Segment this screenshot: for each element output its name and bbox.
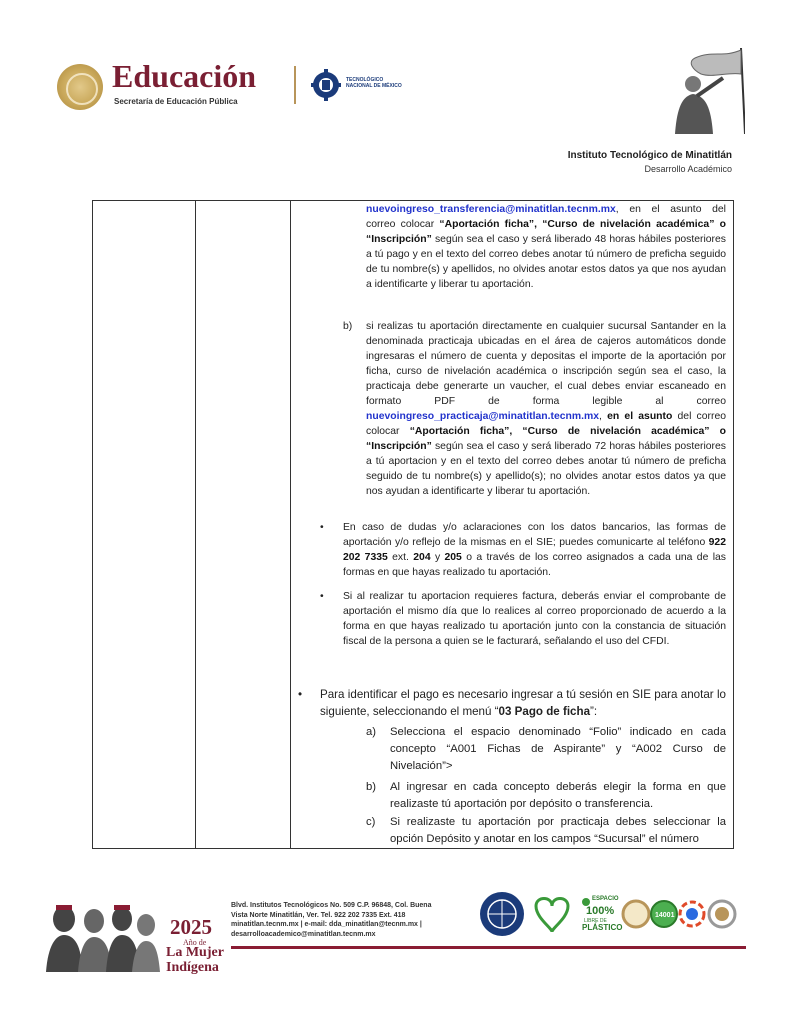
svg-text:100%: 100% <box>586 905 615 917</box>
table-column-divider <box>195 200 196 849</box>
table-column-divider <box>290 200 291 849</box>
svg-text:14001: 14001 <box>655 912 675 919</box>
item-b-marker: b) <box>343 321 353 332</box>
certification-logos <box>474 888 744 940</box>
sub-a-paragraph: Selecciona el espacio denominado “Folio” indicado en cada concepto “A001 Fichas de Aspirante” y “A002 Curso de Nivelación”> <box>390 726 726 772</box>
transfer-email-link[interactable]: nuevoingreso_transferencia@minatitlan.tecnm.mx <box>366 204 616 215</box>
address-line: desarrolloacademico@minatitlan.tecnm.mx <box>231 930 376 938</box>
brand-title: Educación <box>112 58 257 94</box>
tecnm-name-line2: NACIONAL DE MÉXICO <box>346 83 402 89</box>
item-b-paragraph: si realizas tu aportación directamente en cualquier sucursal Santander en la denominada practicaja ubicadas en el área de cajeros automáticos donde ingresaras el número de cuenta y depositas el importe de la aportación por ficha, curso de nivelación académica o inscripción según sea el caso, la practicaja debe generarte un vaucher, el cual debes enviar escaneado en formato PDF de forma legible al correo nuevoingreso_practicaja@minatitlan.tecnm.mx, en el asunto del correo colocar “Aportación ficha”, “Curso de nivelación académica” o “Inscripción” según sea el caso y será liberado 72 horas hábiles posteriores a tú aportacion y en el texto del correo debes anotar tú número de preficha seguido de tu nombre(s) y apellido(s); no olvides anotar estos datos ya que nos ayudan a identificarte y liberar tu aportación. <box>366 321 727 497</box>
tecnm-logo-icon <box>311 68 341 102</box>
gold-seal-icon <box>623 901 649 927</box>
iso-globe-icon <box>480 892 524 936</box>
year-label: 2025 <box>170 915 212 939</box>
svg-text:LIBRE DE: LIBRE DE <box>584 918 607 924</box>
bullet-1-glyph: • <box>320 522 324 533</box>
footer-address <box>231 901 469 939</box>
year-caption: Año de <box>183 938 207 947</box>
bullet-2-glyph: • <box>320 591 324 602</box>
department-name: Desarrollo Académico <box>644 164 732 174</box>
government-seal-logo <box>57 64 103 110</box>
flag-bearer-illustration-icon <box>653 44 745 134</box>
bullet-3-glyph: • <box>298 688 303 701</box>
plastic-free-badge-icon <box>582 896 622 932</box>
sub-c-marker: c) <box>366 816 376 828</box>
motto-line-2: Indígena <box>166 960 219 975</box>
item-a-paragraph: nuevoingreso_transferencia@minatitlan.tecnm.mx, en el asunto del correo colocar “Aportación ficha”, “Curso de nivelación académica” o “Inscripción” según sea el caso y será liberado 48 horas hábiles posteriores a tú pago y en el texto del correo debes anotar tú número de preficha seguido de tu nombre(s) y apellidos, no olvides anotar estos datos ya que nos ayudan a identificarte y liberar tu aportación. <box>366 204 726 290</box>
address-line: minatitlan.tecnm.mx | e-mail: dda_minatitlan@tecnm.mx | <box>231 921 422 928</box>
tecnm-name <box>346 77 402 89</box>
address-line: Blvd. Institutos Tecnológicos No. 509 C.P. 96848, Col. Buena <box>231 902 432 909</box>
sub-c-paragraph: Si realizaste tu aportación por practicaja debes seleccionar la opción Depósito y anotar en los campos “Sucursal” el número <box>390 816 726 845</box>
sub-b-marker: b) <box>366 781 377 793</box>
bullet-3-paragraph: Para identificar el pago es necesario ingresar a tú sesión en SIE para anotar lo siguiente, seleccionando el menú “03 Pago de ficha”: <box>320 688 726 718</box>
svg-text:PLÁSTICO: PLÁSTICO <box>582 923 623 932</box>
shield-seal-icon <box>709 901 735 927</box>
tecnm-name-line1: TECNOLÓGICO <box>346 77 384 83</box>
heart-leaf-icon <box>536 899 568 933</box>
svg-text:ESPACIO: ESPACIO <box>592 896 619 902</box>
header-divider <box>294 66 296 104</box>
footer-divider-bar <box>231 946 746 949</box>
sub-b-paragraph: Al ingresar en cada concepto deberás elegir la forma en que realizaste tú aportación por depósito o transferencia. <box>390 781 726 810</box>
colorful-ring-icon <box>680 902 704 926</box>
iso-14001-badge-icon <box>651 901 677 927</box>
address-line: Vista Norte Minatitlán, Ver. Tel. 922 202 7335 Ext. 418 <box>231 911 406 919</box>
sub-a-marker: a) <box>366 726 377 738</box>
brand-subtitle: Secretaría de Educación Pública <box>114 97 238 106</box>
motto-line-1: La Mujer <box>166 945 224 960</box>
indigenous-women-illustration-icon <box>42 897 162 972</box>
institute-name: Instituto Tecnológico de Minatitlán <box>567 150 732 161</box>
bullet-1-paragraph: En caso de dudas y/o aclaraciones con los datos bancarios, las formas de aportación y/o reflejo de la mismas en el SIE; puedes comunicarte al teléfono 922 202 7335 ext. 204 y 205 o a través de los correo asignados a cada una de las formas en que hayas realizado tu aportación. <box>343 522 726 578</box>
practicaja-email-link[interactable]: nuevoingreso_practicaja@minatitlan.tecnm.mx <box>366 411 600 422</box>
bullet-2-paragraph: Si al realizar tu aportacion requieres factura, deberás enviar el comprobante de aportación el mismo día que lo realices al correo proporcionado de acuerdo a la forma en que hayas realizado tu aportación junto con la constancia de situación fiscal de la persona a quien se le facturará, señalando el uso del CFDI. <box>343 591 726 647</box>
